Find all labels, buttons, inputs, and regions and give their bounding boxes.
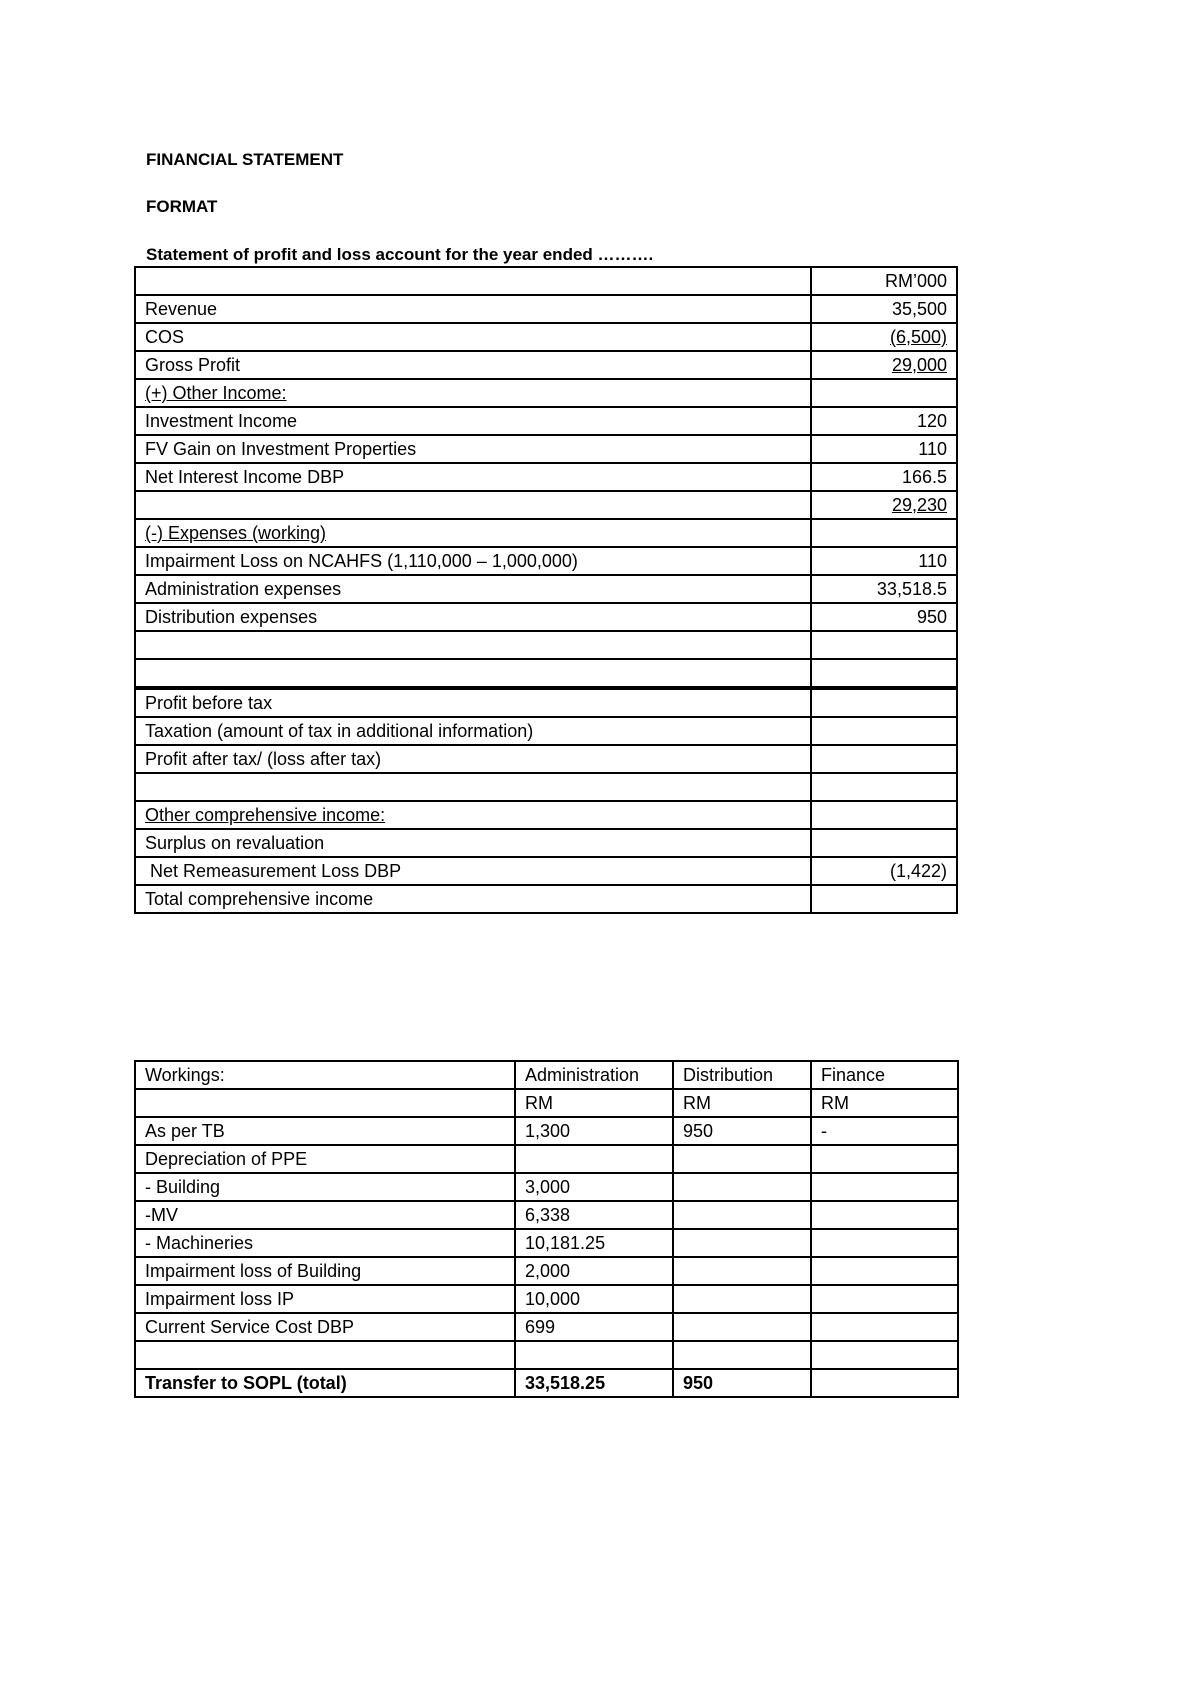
table-row (135, 1201, 958, 1229)
table-cell (515, 1145, 673, 1173)
table-cell (811, 1201, 958, 1229)
table-row (135, 1313, 958, 1341)
table-cell: 3,000 (515, 1173, 673, 1201)
row-label: Profit before tax (135, 688, 811, 717)
table-row (135, 1145, 958, 1173)
row-amount: 110 (811, 547, 957, 575)
table-cell: -MV (135, 1201, 515, 1229)
table-cell (673, 1201, 811, 1229)
table-cell (811, 1341, 958, 1369)
table-row (135, 659, 957, 688)
table-cell (135, 267, 811, 295)
table-row (135, 1229, 958, 1257)
row-amount (811, 745, 957, 773)
row-label: Impairment Loss on NCAHFS (1,110,000 – 1,000,000) (135, 547, 811, 575)
row-label: Distribution expenses (135, 603, 811, 631)
row-amount: 120 (811, 407, 957, 435)
document-title: FINANCIAL STATEMENT (146, 150, 344, 169)
row-label: Total comprehensive income (135, 885, 811, 913)
table-row (135, 717, 957, 745)
table-cell (811, 1229, 958, 1257)
unit-cell: RM (673, 1089, 811, 1117)
column-header: Workings: (135, 1061, 515, 1089)
row-label: Surplus on revaluation (135, 829, 811, 857)
table-row (135, 801, 957, 829)
statement-heading: Statement of profit and loss account for the year ended ………. (146, 245, 654, 264)
row-label: (-) Expenses (working) (135, 519, 811, 547)
table-row (135, 1341, 958, 1369)
row-amount: 29,000 (811, 351, 957, 379)
table-cell (673, 1145, 811, 1173)
row-amount (811, 885, 957, 913)
table-cell (811, 1313, 958, 1341)
table-row (135, 1257, 958, 1285)
total-label: Transfer to SOPL (total) (135, 1369, 515, 1397)
table-cell: 950 (673, 1117, 811, 1145)
table-row (135, 575, 957, 603)
row-label: Profit after tax/ (loss after tax) (135, 745, 811, 773)
table-cell (673, 1229, 811, 1257)
row-amount: 29,230 (811, 491, 957, 519)
row-amount (811, 801, 957, 829)
profit-loss-table (134, 266, 958, 914)
unit-label: RM’000 (811, 267, 957, 295)
row-label: Investment Income (135, 407, 811, 435)
table-cell: - (811, 1117, 958, 1145)
row-label: Net Interest Income DBP (135, 463, 811, 491)
table-row (135, 407, 957, 435)
column-header: Administration (515, 1061, 673, 1089)
column-header: Finance (811, 1061, 958, 1089)
row-amount (811, 379, 957, 407)
table-row (135, 773, 957, 801)
row-amount (811, 773, 957, 801)
table-row (135, 1117, 958, 1145)
table-cell (811, 1285, 958, 1313)
table-row (135, 688, 957, 717)
table-cell: As per TB (135, 1117, 515, 1145)
table-row (135, 267, 957, 295)
header-row (135, 1061, 958, 1089)
units-row (135, 1089, 958, 1117)
table-cell (811, 1173, 958, 1201)
table-cell: - Building (135, 1173, 515, 1201)
table-cell (673, 1341, 811, 1369)
table-cell: Impairment loss of Building (135, 1257, 515, 1285)
row-amount: 110 (811, 435, 957, 463)
table-row (135, 295, 957, 323)
table-row (135, 379, 957, 407)
row-amount (811, 631, 957, 659)
row-label: Administration expenses (135, 575, 811, 603)
row-label (135, 773, 811, 801)
table-cell: 699 (515, 1313, 673, 1341)
total-row (135, 1369, 958, 1397)
row-label: COS (135, 323, 811, 351)
row-amount: (6,500) (811, 323, 957, 351)
unit-cell: RM (515, 1089, 673, 1117)
table-cell (673, 1257, 811, 1285)
table-row (135, 435, 957, 463)
table-row (135, 885, 957, 913)
row-amount: (1,422) (811, 857, 957, 885)
table-row (135, 1285, 958, 1313)
table-row (135, 1173, 958, 1201)
table-row (135, 323, 957, 351)
row-label: Other comprehensive income: (135, 801, 811, 829)
table-row (135, 745, 957, 773)
row-label: Revenue (135, 295, 811, 323)
row-label: (+) Other Income: (135, 379, 811, 407)
table-cell: Current Service Cost DBP (135, 1313, 515, 1341)
table-cell: - Machineries (135, 1229, 515, 1257)
row-amount (811, 519, 957, 547)
table-row (135, 857, 957, 885)
table-cell: 10,000 (515, 1285, 673, 1313)
row-label: Net Remeasurement Loss DBP (135, 857, 811, 885)
row-amount: 950 (811, 603, 957, 631)
row-amount: 35,500 (811, 295, 957, 323)
table-cell: Depreciation of PPE (135, 1145, 515, 1173)
table-cell: Impairment loss IP (135, 1285, 515, 1313)
table-cell (673, 1285, 811, 1313)
table-cell (811, 1257, 958, 1285)
row-amount (811, 829, 957, 857)
table-row (135, 463, 957, 491)
table-row (135, 603, 957, 631)
table-cell: 10,181.25 (515, 1229, 673, 1257)
table-cell (135, 1341, 515, 1369)
row-amount (811, 717, 957, 745)
table-cell: 1,300 (515, 1117, 673, 1145)
row-label (135, 631, 811, 659)
table-cell: 2,000 (515, 1257, 673, 1285)
table-cell: 6,338 (515, 1201, 673, 1229)
table-cell (515, 1341, 673, 1369)
row-label (135, 491, 811, 519)
row-label (135, 659, 811, 688)
row-label: Taxation (amount of tax in additional information) (135, 717, 811, 745)
total-value: 950 (673, 1369, 811, 1397)
table-cell (673, 1313, 811, 1341)
table-row (135, 631, 957, 659)
row-label: FV Gain on Investment Properties (135, 435, 811, 463)
unit-cell (135, 1089, 515, 1117)
total-value: 33,518.25 (515, 1369, 673, 1397)
format-heading: FORMAT (146, 197, 218, 216)
table-cell (811, 1145, 958, 1173)
table-cell (673, 1173, 811, 1201)
workings-table (134, 1060, 959, 1398)
table-row (135, 829, 957, 857)
table-row (135, 491, 957, 519)
row-amount: 166.5 (811, 463, 957, 491)
row-amount (811, 688, 957, 717)
unit-cell: RM (811, 1089, 958, 1117)
total-value (811, 1369, 958, 1397)
table-row (135, 351, 957, 379)
table-row (135, 547, 957, 575)
column-header: Distribution (673, 1061, 811, 1089)
row-label: Gross Profit (135, 351, 811, 379)
row-amount (811, 659, 957, 688)
table-row (135, 519, 957, 547)
row-amount: 33,518.5 (811, 575, 957, 603)
